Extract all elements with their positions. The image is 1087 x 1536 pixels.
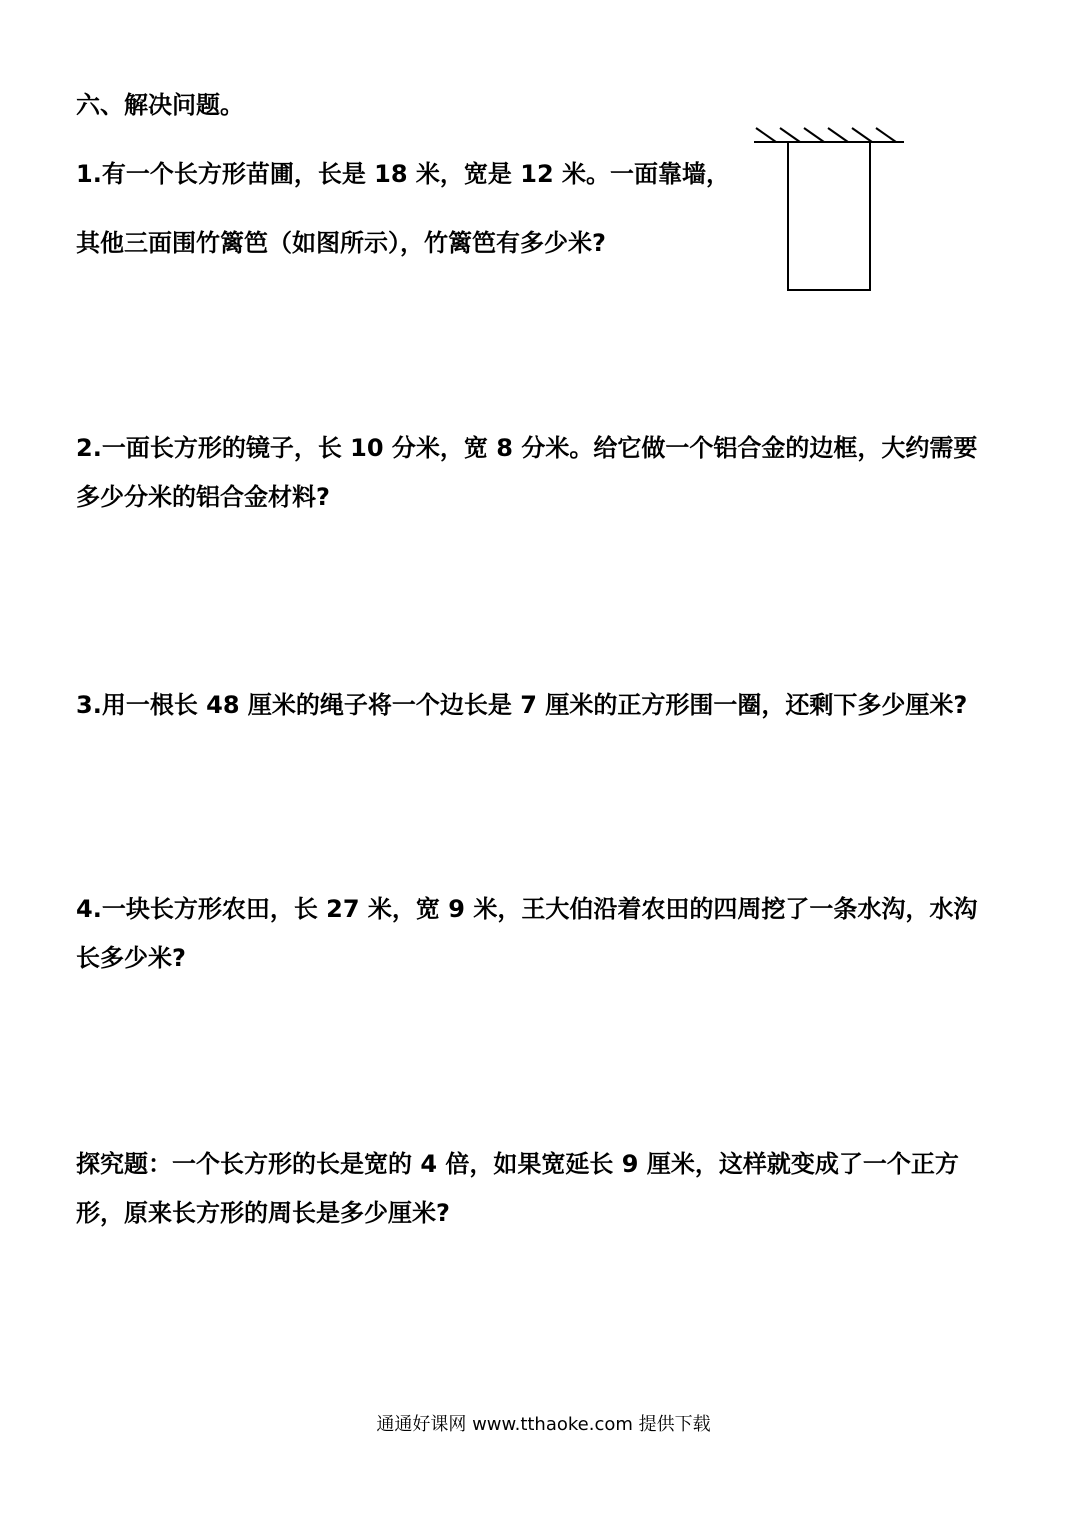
wall-fence-diagram xyxy=(752,120,908,296)
problem-2-line-2: 多少分米的铝合金材料? xyxy=(76,483,330,511)
wall-hatch xyxy=(754,128,904,142)
problem-2-line-1: 2.一面长方形的镜子，长 10 分米，宽 8 分米。给它做一个铝合金的边框，大约需要 xyxy=(76,434,978,462)
inquiry-line-2: 形，原来长方形的周长是多少厘米? xyxy=(76,1199,450,1227)
problem-1-line-2: 其他三面围竹篱笆（如图所示），竹篱笆有多少米? xyxy=(76,229,606,257)
inquiry-line-1: 探究题：一个长方形的长是宽的 4 倍，如果宽延长 9 厘米，这样就变成了一个正方 xyxy=(76,1150,959,1178)
footer-source: 通通好课网 www.tthaoke.com 提供下载 xyxy=(376,1414,711,1435)
problem-4-line-2: 长多少米? xyxy=(76,944,186,972)
section-title: 六、解决问题。 xyxy=(76,91,244,119)
problem-3-line-1: 3.用一根长 48 厘米的绳子将一个边长是 7 厘米的正方形围一圈，还剩下多少厘米? xyxy=(76,691,968,719)
problem-4-line-1: 4.一块长方形农田，长 27 米，宽 9 米，王大伯沿着农田的四周挖了一条水沟，水沟 xyxy=(76,895,978,923)
problem-1-line-1: 1.有一个长方形苗圃，长是 18 米，宽是 12 米。一面靠墙， xyxy=(76,160,731,188)
fence-outline xyxy=(788,142,870,290)
